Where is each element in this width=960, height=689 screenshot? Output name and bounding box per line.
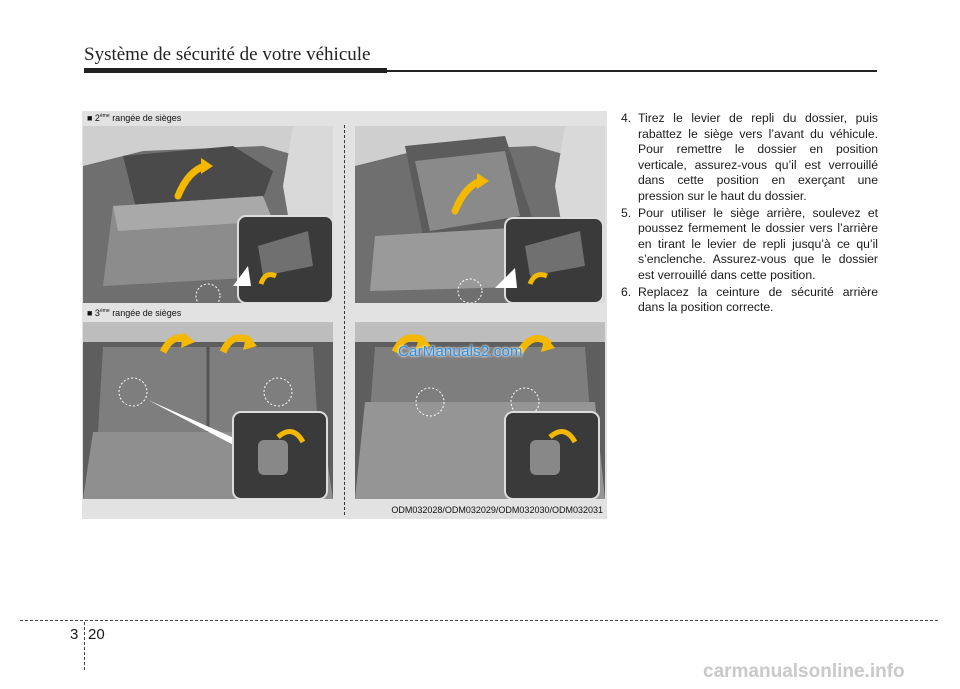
step-5 [621, 206, 878, 284]
section-number: 3 [70, 626, 79, 643]
header-rule-thick [84, 68, 387, 73]
label-second-row-suffix: rangée de sièges [109, 113, 182, 123]
label-third-row-sup: ème [99, 308, 110, 314]
step-text: Pour utiliser le siège arrière, soulevez et poussez fermement le dossier vers l’arrière en tirant le levier de repli jusqu’à ce qu’il s’enclenche. Assurez-vous que le dossier est verrouillé dans cette position. [638, 205, 878, 282]
figure-divider [344, 125, 345, 515]
photo-second-row-folded [83, 126, 333, 303]
step-text: Tirez le levier de repli du dossier, puis rabattez le siège vers l’avant du véhicule. Pour remettre le dossier en position verticale, assurez-vous qu’il est verrouillé dans cette position en exerçant une pression sur le haut du dossier. [638, 111, 878, 203]
label-third-row [87, 308, 181, 318]
page-number: 20 [88, 626, 105, 643]
step-4 [621, 111, 878, 205]
step-6 [621, 285, 878, 316]
step-number: 6. [621, 284, 632, 299]
step-text: Replacez la ceinture de sécurité arrière dans la position correcte. [638, 284, 878, 315]
watermark-carmanualsonline: carmanualsonline.info [703, 661, 905, 682]
photo-third-row-cargo-left [83, 322, 333, 499]
page-title: Système de sécurité de votre véhicule [84, 44, 371, 65]
seat-illustration-figure [82, 111, 607, 519]
label-second-row-sup: ème [99, 113, 110, 119]
watermark-carmanuals2: CarManuals2.com [398, 343, 523, 360]
header-rule-thin [387, 70, 877, 72]
footer-dashed-separator [84, 622, 85, 670]
label-second-row [87, 113, 181, 123]
step-number: 4. [621, 111, 632, 125]
label-third-row-suffix: rangée de sièges [109, 308, 182, 318]
instruction-steps [621, 111, 878, 317]
footer-dashed-rule [20, 620, 938, 621]
label-second-row-prefix: ■ 2 [87, 113, 100, 123]
figure-caption: ODM032028/ODM032029/ODM032030/ODM032031 [391, 505, 603, 515]
photo-second-row-upright [355, 126, 605, 303]
label-third-row-prefix: ■ 3 [87, 308, 100, 318]
step-number: 5. [621, 205, 632, 220]
